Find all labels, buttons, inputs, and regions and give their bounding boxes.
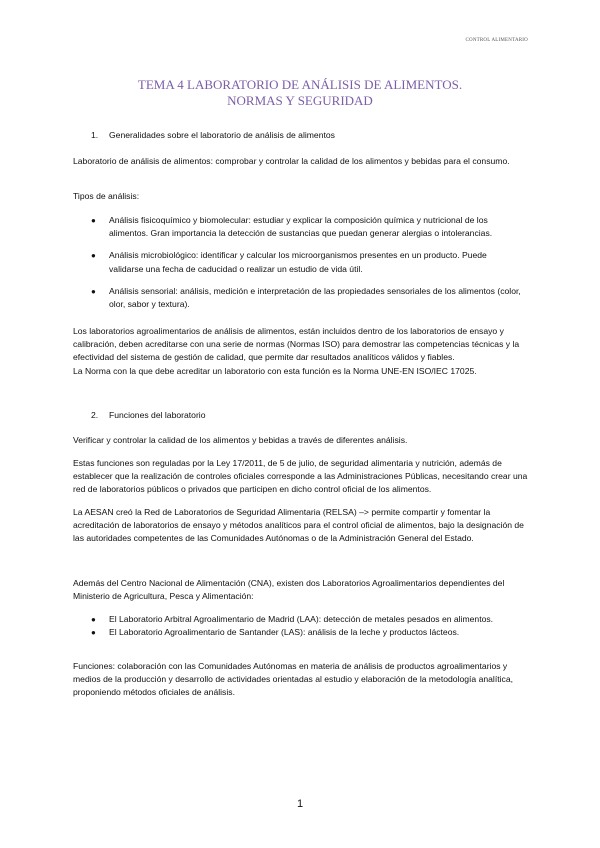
verify-paragraph: Verificar y controlar la calidad de los alimentos y bebidas a través de diferentes análisis.: [73, 435, 408, 445]
bullet-icon: ●: [91, 286, 96, 296]
section-2-number: 2.: [91, 410, 99, 420]
section-1-number: 1.: [91, 130, 99, 140]
bullet-icon: ●: [91, 251, 96, 261]
norma-line: La Norma con la que debe acreditar un laboratorio con esta función es la Norma UNE-EN ISO/IEC 17025.: [73, 365, 477, 376]
list-item: [91, 214, 521, 240]
list-item: [91, 285, 521, 311]
aesan-paragraph: La AESAN creó la Red de Laboratorios de Seguridad Alimentaria (RELSA) –> permite compartir y fomentar la acreditación de laboratorios de ensayo y métodos analíticos para el control oficial de alimentos, bajo la designación de las autoridades competentes de las Comunidades Autónomas o de la Administración General del Estado.: [73, 507, 524, 544]
labs-paragraph-block: [73, 325, 533, 378]
list-item: [91, 249, 521, 275]
list-item: [91, 626, 521, 639]
analysis-types-list: [91, 214, 521, 311]
list-item-text: El Laboratorio Agroalimentario de Santander (LAS): análisis de la leche y productos lácteos.: [109, 627, 460, 638]
bullet-icon: ●: [91, 628, 96, 638]
list-item-text: El Laboratorio Arbitral Agroalimentario de Madrid (LAA): detección de metales pesados en alimentos.: [109, 614, 494, 624]
bullet-icon: ●: [91, 615, 96, 624]
section-1-heading: [91, 130, 335, 140]
list-item-text: Análisis fisicoquímico y biomolecular: estudiar y explicar la composición química y nutricional de los alimentos. Gran importancia la detección de sustancias que puedan generar alergias o intolerancias.: [109, 215, 493, 239]
page-number: 1: [296, 798, 304, 810]
bullet-icon: ●: [91, 216, 96, 225]
laboratories-list: [91, 613, 521, 639]
section-1-intro: Laboratorio de análisis de alimentos: comprobar y controlar la calidad de los alimentos y bebidas para el consumo.: [73, 156, 510, 166]
title-line-1: TEMA 4 LABORATORIO DE ANÁLISIS DE ALIMENTOS.: [137, 77, 463, 92]
law-paragraph: Estas funciones son reguladas por la Ley 17/2011, de 5 de julio, de seguridad alimentaria y nutrición, además de establecer que la realización de controles oficiales corresponde a las Administraciones Públicas, necesitando crear una red de laboratorios públicos o privados que participen en dicho control oficial de los alimentos.: [73, 458, 528, 495]
running-header: CONTROL ALIMENTARIO: [465, 38, 528, 43]
section-2-heading: [91, 410, 206, 420]
funciones-paragraph: Funciones: colaboración con las Comunidades Autónomas en materia de análisis de productos agroalimentarios y medios de la producción y desarrollo de actividades orientadas al estudio y elaboración de la metodología analítica, proponiendo métodos oficiales de análisis.: [73, 661, 513, 698]
types-label: Tipos de análisis:: [73, 191, 140, 201]
list-item-text: Análisis sensorial: análisis, medición e interpretación de las propiedades sensoriales de los alimentos (color, olor, sabor y textura).: [109, 285, 521, 310]
list-item-text: Análisis microbiológico: identificar y calcular los microorganismos presentes en un producto. Puede validarse una fecha de caducidad o realizar un estudio de vida útil.: [109, 250, 487, 274]
labs-paragraph: Los laboratorios agroalimentarios de análisis de alimentos, están incluidos dentro de los laboratorios de ensayo y calibración, deben acreditarse con una serie de normas (Normas ISO) para demostrar las competencias técnicas y la efectividad del sistema de gestión de calidad, que permite dar resultados analíticos válidos y fiables.: [73, 326, 520, 363]
section-2-title: Funciones del laboratorio: [109, 410, 206, 420]
document-title: [0, 77, 600, 109]
section-1-title: Generalidades sobre el laboratorio de análisis de alimentos: [109, 130, 335, 140]
cna-paragraph: Además del Centro Nacional de Alimentación (CNA), existen dos Laboratorios Agroalimentarios dependientes del Ministerio de Agricultura, Pesca y Alimentación:: [73, 578, 505, 602]
list-item: [91, 613, 521, 626]
title-line-2: NORMAS Y SEGURIDAD: [227, 93, 373, 108]
